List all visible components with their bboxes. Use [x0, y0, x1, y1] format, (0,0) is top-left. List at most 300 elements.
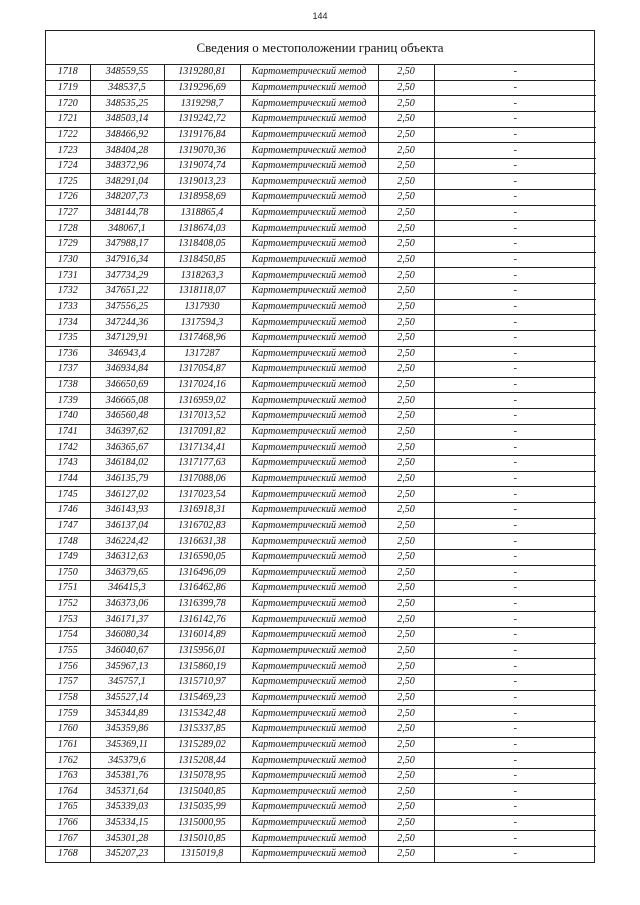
- table-row: [46, 612, 596, 628]
- method-cell: Картометрический метод: [240, 659, 378, 675]
- point-number-cell: 1747: [46, 518, 90, 534]
- accuracy-cell: 2,50: [378, 362, 434, 378]
- method-cell: Картометрический метод: [240, 440, 378, 456]
- description-cell: -: [434, 518, 596, 534]
- description-cell: -: [434, 659, 596, 675]
- y-coordinate-cell: 1315208,44: [164, 753, 240, 769]
- description-cell: -: [434, 111, 596, 127]
- y-coordinate-cell: 1319296,69: [164, 80, 240, 96]
- method-cell: Картометрический метод: [240, 768, 378, 784]
- description-cell: -: [434, 362, 596, 378]
- method-cell: Картометрический метод: [240, 784, 378, 800]
- y-coordinate-cell: 1317287: [164, 346, 240, 362]
- table-row: [46, 800, 596, 816]
- y-coordinate-cell: 1316702,83: [164, 518, 240, 534]
- table-row: [46, 643, 596, 659]
- y-coordinate-cell: 1316496,09: [164, 565, 240, 581]
- method-cell: Картометрический метод: [240, 80, 378, 96]
- table-row: [46, 283, 596, 299]
- y-coordinate-cell: 1315040,85: [164, 784, 240, 800]
- point-number-cell: 1757: [46, 674, 90, 690]
- x-coordinate-cell: 345207,23: [90, 847, 164, 862]
- description-cell: -: [434, 409, 596, 425]
- point-number-cell: 1724: [46, 158, 90, 174]
- table-row: [46, 471, 596, 487]
- x-coordinate-cell: 345371,64: [90, 784, 164, 800]
- description-cell: -: [434, 768, 596, 784]
- point-number-cell: 1731: [46, 268, 90, 284]
- description-cell: -: [434, 330, 596, 346]
- method-cell: Картометрический метод: [240, 706, 378, 722]
- method-cell: Картометрический метод: [240, 283, 378, 299]
- table-row: [46, 534, 596, 550]
- accuracy-cell: 2,50: [378, 315, 434, 331]
- y-coordinate-cell: 1316918,31: [164, 502, 240, 518]
- method-cell: Картометрический метод: [240, 315, 378, 331]
- method-cell: Картометрический метод: [240, 143, 378, 159]
- x-coordinate-cell: 346365,67: [90, 440, 164, 456]
- point-number-cell: 1749: [46, 549, 90, 565]
- description-cell: -: [434, 65, 596, 80]
- x-coordinate-cell: 345379,6: [90, 753, 164, 769]
- method-cell: Картометрический метод: [240, 174, 378, 190]
- accuracy-cell: 2,50: [378, 674, 434, 690]
- point-number-cell: 1736: [46, 346, 90, 362]
- accuracy-cell: 2,50: [378, 534, 434, 550]
- x-coordinate-cell: 347651,22: [90, 283, 164, 299]
- table-row: [46, 424, 596, 440]
- y-coordinate-cell: 1319013,23: [164, 174, 240, 190]
- point-number-cell: 1751: [46, 581, 90, 597]
- method-cell: Картометрический метод: [240, 831, 378, 847]
- accuracy-cell: 2,50: [378, 456, 434, 472]
- accuracy-cell: 2,50: [378, 65, 434, 80]
- table-row: [46, 409, 596, 425]
- accuracy-cell: 2,50: [378, 190, 434, 206]
- point-number-cell: 1738: [46, 377, 90, 393]
- point-number-cell: 1729: [46, 237, 90, 253]
- description-cell: -: [434, 690, 596, 706]
- point-number-cell: 1739: [46, 393, 90, 409]
- description-cell: -: [434, 721, 596, 737]
- description-cell: -: [513, 848, 517, 860]
- table-row: [46, 268, 596, 284]
- method-cell: Картометрический метод: [240, 393, 378, 409]
- y-coordinate-cell: 1317594,3: [164, 315, 240, 331]
- description-cell: -: [434, 534, 596, 550]
- accuracy-cell: 2,50: [378, 721, 434, 737]
- y-coordinate-cell: 1315078,95: [164, 768, 240, 784]
- point-number-cell: 1721: [46, 111, 90, 127]
- table-row: [46, 65, 596, 80]
- x-coordinate-cell: 345757,1: [90, 674, 164, 690]
- x-coordinate-cell: 345301,28: [90, 831, 164, 847]
- y-coordinate-cell: 1315010,85: [164, 831, 240, 847]
- description-cell: -: [434, 800, 596, 816]
- method-cell: Картометрический метод: [240, 737, 378, 753]
- accuracy-cell: 2,50: [378, 706, 434, 722]
- accuracy-cell: 2,50: [378, 346, 434, 362]
- point-number-cell: 1762: [46, 753, 90, 769]
- x-coordinate-cell: 348207,73: [90, 190, 164, 206]
- point-number-cell: 1765: [46, 800, 90, 816]
- accuracy-cell: 2,50: [378, 565, 434, 581]
- method-cell: Картометрический метод: [240, 815, 378, 831]
- description-cell: -: [434, 440, 596, 456]
- method-cell: Картометрический метод: [240, 753, 378, 769]
- y-coordinate-cell: 1316631,38: [164, 534, 240, 550]
- accuracy-cell: 2,50: [378, 831, 434, 847]
- accuracy-cell: 2,50: [378, 393, 434, 409]
- x-coordinate-cell: 346127,02: [90, 487, 164, 503]
- description-cell: -: [434, 737, 596, 753]
- accuracy-cell: 2,50: [378, 283, 434, 299]
- table-row: [46, 237, 596, 253]
- method-cell: Картометрический метод: [240, 565, 378, 581]
- point-number-cell: 1754: [46, 628, 90, 644]
- accuracy-cell: 2,50: [378, 174, 434, 190]
- x-coordinate-cell: 346665,08: [90, 393, 164, 409]
- method-cell: Картометрический метод: [240, 596, 378, 612]
- accuracy-cell: 2,50: [378, 596, 434, 612]
- x-coordinate-cell: 348466,92: [90, 127, 164, 143]
- accuracy-cell: 2,50: [378, 96, 434, 112]
- description-cell: -: [434, 174, 596, 190]
- y-coordinate-cell: 1318450,85: [164, 252, 240, 268]
- x-coordinate-cell: 345359,86: [90, 721, 164, 737]
- accuracy-cell: 2,50: [378, 377, 434, 393]
- point-number-cell: 1761: [46, 737, 90, 753]
- method-cell: Картометрический метод: [240, 409, 378, 425]
- description-cell: -: [434, 643, 596, 659]
- table-row: [46, 706, 596, 722]
- x-coordinate-cell: 346415,3: [90, 581, 164, 597]
- accuracy-cell: 2,50: [378, 628, 434, 644]
- table-row: [46, 205, 596, 221]
- accuracy-cell: 2,50: [378, 409, 434, 425]
- point-number-cell: 1753: [46, 612, 90, 628]
- x-coordinate-cell: 346171,37: [90, 612, 164, 628]
- point-number-cell: 1752: [46, 596, 90, 612]
- table-row: [46, 111, 596, 127]
- description-cell: -: [434, 346, 596, 362]
- table-row: [46, 174, 596, 190]
- description-cell: -: [434, 127, 596, 143]
- coordinates-table-body: [46, 65, 596, 862]
- point-number-cell: 1733: [46, 299, 90, 315]
- description-cell: -: [434, 674, 596, 690]
- y-coordinate-cell: 1317024,16: [164, 377, 240, 393]
- table-row: [46, 80, 596, 96]
- table-row: [46, 628, 596, 644]
- point-number-cell: 1750: [46, 565, 90, 581]
- description-cell: -: [434, 283, 596, 299]
- accuracy-cell: 2,50: [378, 143, 434, 159]
- point-number-cell: 1718: [46, 65, 90, 80]
- method-cell: Картометрический метод: [240, 190, 378, 206]
- description-cell: -: [434, 315, 596, 331]
- point-number-cell: 1725: [46, 174, 90, 190]
- point-number-cell: 1722: [46, 127, 90, 143]
- table-row: [46, 299, 596, 315]
- description-cell: -: [434, 237, 596, 253]
- y-coordinate-cell: 1315342,48: [164, 706, 240, 722]
- x-coordinate-cell: 348537,5: [90, 80, 164, 96]
- x-coordinate-cell: 345381,76: [90, 768, 164, 784]
- table-row: [46, 362, 596, 378]
- description-cell: -: [434, 221, 596, 237]
- method-cell: Картометрический метод: [240, 643, 378, 659]
- method-cell: Картометрический метод: [240, 581, 378, 597]
- method-cell: Картометрический метод: [240, 674, 378, 690]
- x-coordinate-cell: 346040,67: [90, 643, 164, 659]
- table-row: [46, 127, 596, 143]
- x-coordinate-cell: 345344,89: [90, 706, 164, 722]
- table-row: [46, 674, 596, 690]
- method-cell: Картометрический метод: [240, 518, 378, 534]
- method-cell: Картометрический метод: [240, 252, 378, 268]
- method-cell: Картометрический метод: [240, 471, 378, 487]
- table-row: [46, 96, 596, 112]
- y-coordinate-cell: 1317088,06: [164, 471, 240, 487]
- coordinates-table: [46, 65, 596, 862]
- y-coordinate-cell: 1319176,84: [164, 127, 240, 143]
- x-coordinate-cell: 348291,04: [90, 174, 164, 190]
- method-cell: Картометрический метод: [240, 690, 378, 706]
- method-cell: Картометрический метод: [240, 237, 378, 253]
- table-row: [46, 190, 596, 206]
- accuracy-cell: 2,50: [378, 252, 434, 268]
- method-cell: Картометрический метод: [240, 111, 378, 127]
- x-coordinate-cell: 346934,84: [90, 362, 164, 378]
- point-number-cell: 1728: [46, 221, 90, 237]
- x-coordinate-cell: 345334,15: [90, 815, 164, 831]
- table-row: [46, 518, 596, 534]
- x-coordinate-cell: 346943,4: [90, 346, 164, 362]
- accuracy-cell: 2,50: [378, 205, 434, 221]
- accuracy-cell: 2,50: [378, 424, 434, 440]
- accuracy-cell: 2,50: [378, 127, 434, 143]
- y-coordinate-cell: 1319242,72: [164, 111, 240, 127]
- point-number-cell: 1759: [46, 706, 90, 722]
- y-coordinate-cell: 1317468,96: [164, 330, 240, 346]
- table-row: [46, 487, 596, 503]
- method-cell: Картометрический метод: [240, 346, 378, 362]
- table-row: [46, 158, 596, 174]
- point-number-cell: 1732: [46, 283, 90, 299]
- description-cell: -: [434, 471, 596, 487]
- description-cell: -: [434, 424, 596, 440]
- y-coordinate-cell: 1315956,01: [164, 643, 240, 659]
- method-cell: Картометрический метод: [240, 456, 378, 472]
- x-coordinate-cell: 346080,34: [90, 628, 164, 644]
- method-cell: Картометрический метод: [240, 549, 378, 565]
- accuracy-cell: 2,50: [378, 111, 434, 127]
- y-coordinate-cell: 1316462,86: [164, 581, 240, 597]
- accuracy-cell: 2,50: [378, 518, 434, 534]
- point-number-cell: 1744: [46, 471, 90, 487]
- point-number-cell: 1723: [46, 143, 90, 159]
- point-number-cell: 1743: [46, 456, 90, 472]
- x-coordinate-cell: 347556,25: [90, 299, 164, 315]
- x-coordinate-cell: 346373,06: [90, 596, 164, 612]
- accuracy-cell: 2,50: [378, 643, 434, 659]
- x-coordinate-cell: 348372,96: [90, 158, 164, 174]
- point-number-cell: 1748: [46, 534, 90, 550]
- x-coordinate-cell: 346650,69: [90, 377, 164, 393]
- description-cell: -: [434, 815, 596, 831]
- y-coordinate-cell: 1316014,89: [164, 628, 240, 644]
- point-number-cell: 1768: [46, 847, 90, 862]
- method-cell: Картометрический метод: [240, 65, 378, 80]
- method-cell: Картометрический метод: [240, 424, 378, 440]
- y-coordinate-cell: 1315710,97: [164, 674, 240, 690]
- method-cell: Картометрический метод: [240, 221, 378, 237]
- x-coordinate-cell: 345339,03: [90, 800, 164, 816]
- table-row: [46, 565, 596, 581]
- table-row: [46, 330, 596, 346]
- accuracy-cell: 2,50: [378, 471, 434, 487]
- accuracy-cell: 2,50: [378, 659, 434, 675]
- description-cell: -: [434, 487, 596, 503]
- y-coordinate-cell: 1318958,69: [164, 190, 240, 206]
- y-coordinate-cell: 1316959,02: [164, 393, 240, 409]
- method-cell: Картометрический метод: [240, 534, 378, 550]
- point-number-cell: 1727: [46, 205, 90, 221]
- accuracy-cell: 2,50: [378, 158, 434, 174]
- point-number-cell: 1737: [46, 362, 90, 378]
- x-coordinate-cell: 345369,11: [90, 737, 164, 753]
- y-coordinate-cell: 1317013,52: [164, 409, 240, 425]
- y-coordinate-cell: 1319074,74: [164, 158, 240, 174]
- table-row: [46, 221, 596, 237]
- description-cell: -: [434, 706, 596, 722]
- y-coordinate-cell: 1317134,41: [164, 440, 240, 456]
- table-row: [46, 784, 596, 800]
- point-number-cell: 1726: [46, 190, 90, 206]
- accuracy-cell: 2,50: [378, 502, 434, 518]
- table-row: [46, 659, 596, 675]
- table-row: [46, 549, 596, 565]
- x-coordinate-cell: 346143,93: [90, 502, 164, 518]
- method-cell: Картометрический метод: [240, 612, 378, 628]
- method-cell: Картометрический метод: [240, 628, 378, 644]
- accuracy-cell: 2,50: [378, 299, 434, 315]
- point-number-cell: 1730: [46, 252, 90, 268]
- table-row: [46, 753, 596, 769]
- table-row: [46, 377, 596, 393]
- method-cell: Картометрический метод: [240, 847, 378, 862]
- method-cell: Картометрический метод: [240, 800, 378, 816]
- accuracy-cell: 2,50: [378, 80, 434, 96]
- point-number-cell: 1746: [46, 502, 90, 518]
- accuracy-cell: 2,50: [378, 737, 434, 753]
- description-cell: -: [434, 268, 596, 284]
- y-coordinate-cell: 1315035,99: [164, 800, 240, 816]
- description-cell: -: [434, 393, 596, 409]
- table-row: [46, 346, 596, 362]
- table-row: [46, 831, 596, 847]
- table-row: [46, 737, 596, 753]
- point-number-cell: 1742: [46, 440, 90, 456]
- y-coordinate-cell: 1317177,63: [164, 456, 240, 472]
- accuracy-cell: 2,50: [378, 581, 434, 597]
- description-cell: -: [434, 252, 596, 268]
- y-coordinate-cell: 1319070,36: [164, 143, 240, 159]
- x-coordinate-cell: 347734,29: [90, 268, 164, 284]
- description-cell: -: [434, 143, 596, 159]
- y-coordinate-cell: 1317023,54: [164, 487, 240, 503]
- method-cell: Картометрический метод: [240, 377, 378, 393]
- accuracy-cell: 2,50: [378, 268, 434, 284]
- table-title: Сведения о местоположении границ объекта: [46, 31, 594, 65]
- x-coordinate-cell: 346312,63: [90, 549, 164, 565]
- method-cell: Картометрический метод: [240, 205, 378, 221]
- description-cell: -: [434, 190, 596, 206]
- method-cell: Картометрический метод: [240, 299, 378, 315]
- method-cell: Картометрический метод: [240, 721, 378, 737]
- y-coordinate-cell: 1315337,85: [164, 721, 240, 737]
- point-number-cell: 1763: [46, 768, 90, 784]
- y-coordinate-cell: 1316142,76: [164, 612, 240, 628]
- description-cell: -: [434, 502, 596, 518]
- description-cell: -: [434, 831, 596, 847]
- table-row: [46, 315, 596, 331]
- point-number-cell: 1758: [46, 690, 90, 706]
- accuracy-cell: 2,50: [378, 784, 434, 800]
- x-coordinate-cell: 348144,78: [90, 205, 164, 221]
- accuracy-cell: 2,50: [378, 612, 434, 628]
- x-coordinate-cell: 345967,13: [90, 659, 164, 675]
- table-row: [46, 721, 596, 737]
- point-number-cell: 1719: [46, 80, 90, 96]
- table-row: [46, 456, 596, 472]
- x-coordinate-cell: 347244,36: [90, 315, 164, 331]
- point-number-cell: 1764: [46, 784, 90, 800]
- accuracy-cell: 2,50: [378, 330, 434, 346]
- y-coordinate-cell: 1318408,05: [164, 237, 240, 253]
- y-coordinate-cell: 1315289,02: [164, 737, 240, 753]
- x-coordinate-cell: 346224,42: [90, 534, 164, 550]
- boundary-table-sheet: [45, 30, 595, 863]
- x-coordinate-cell: 347129,91: [90, 330, 164, 346]
- accuracy-cell: 2,50: [378, 440, 434, 456]
- accuracy-cell: 2,50: [378, 549, 434, 565]
- accuracy-cell: 2,50: [378, 487, 434, 503]
- description-cell: -: [434, 158, 596, 174]
- y-coordinate-cell: 1315000,95: [164, 815, 240, 831]
- description-cell: -: [434, 549, 596, 565]
- description-cell: -: [434, 377, 596, 393]
- table-row: [46, 596, 596, 612]
- description-cell: -: [434, 80, 596, 96]
- method-cell: Картометрический метод: [240, 502, 378, 518]
- description-cell: -: [434, 205, 596, 221]
- table-row: [46, 393, 596, 409]
- description-cell: -: [434, 753, 596, 769]
- table-row: [46, 581, 596, 597]
- description-cell: -: [434, 581, 596, 597]
- accuracy-cell: 2,50: [378, 690, 434, 706]
- method-cell: Картометрический метод: [240, 487, 378, 503]
- table-row: [46, 690, 596, 706]
- description-cell: -: [434, 299, 596, 315]
- y-coordinate-cell: 1316399,78: [164, 596, 240, 612]
- accuracy-cell: 2,50: [378, 221, 434, 237]
- point-number-cell: 1740: [46, 409, 90, 425]
- table-row: [46, 768, 596, 784]
- y-coordinate-cell: 1317091,82: [164, 424, 240, 440]
